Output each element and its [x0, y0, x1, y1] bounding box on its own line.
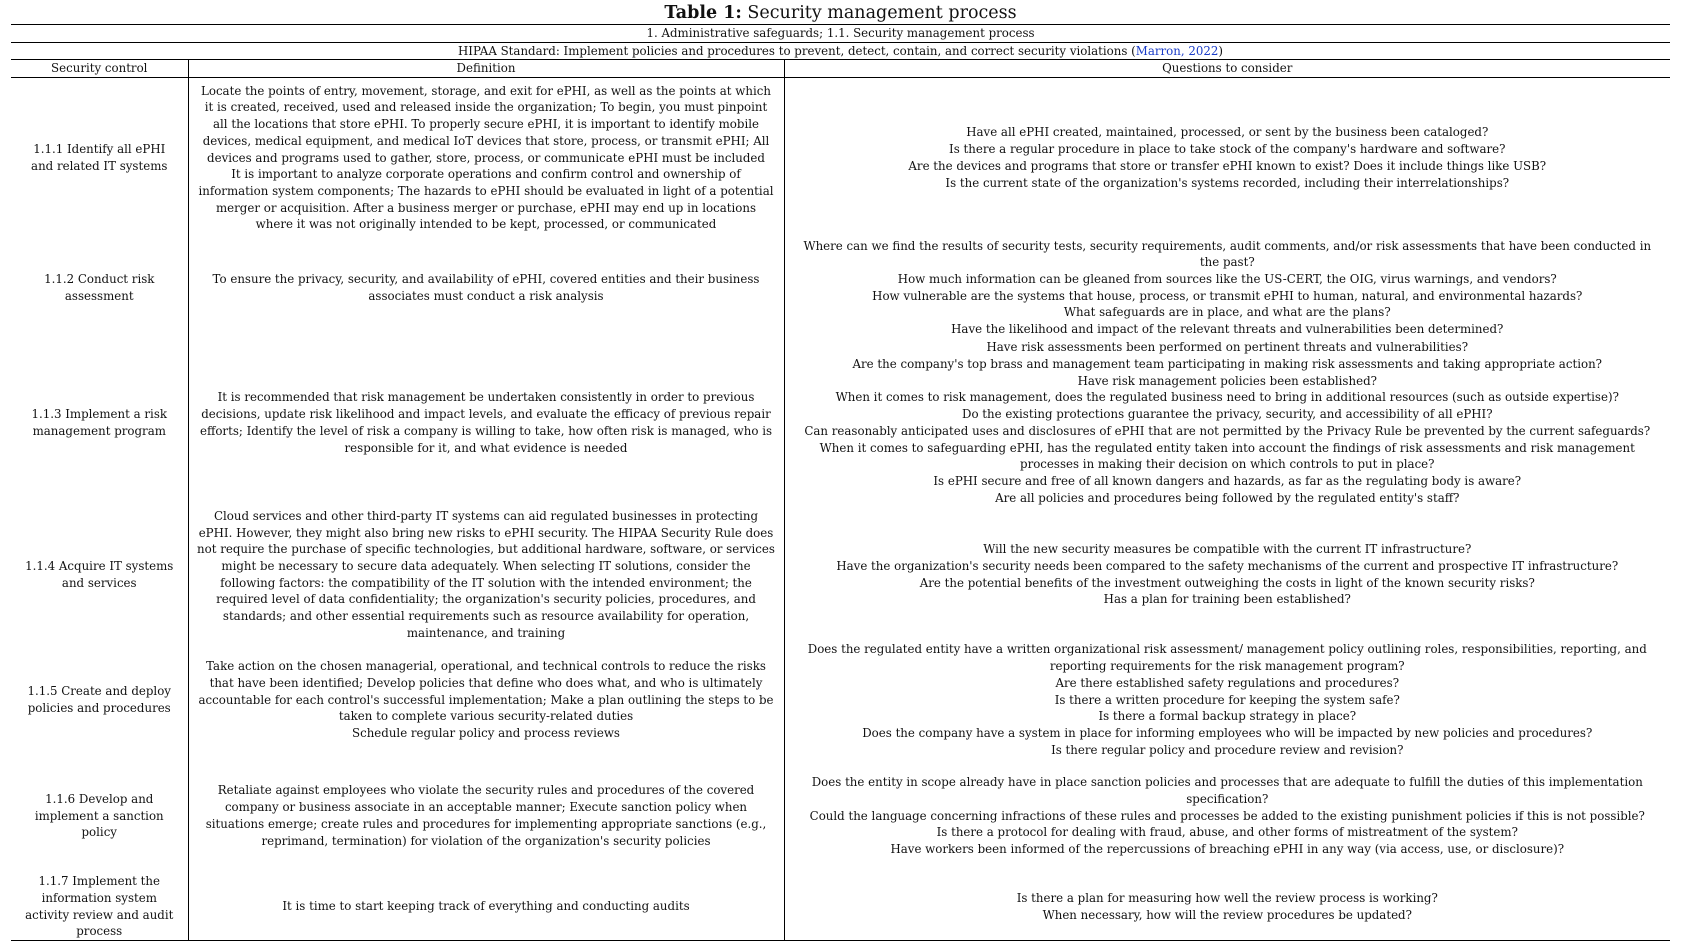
- question-item: Do the existing protections guarantee the privacy, security, and accessibility of all ePHI?: [962, 407, 1493, 422]
- security-control-cell: 1.1.4 Acquire IT systems and services: [11, 508, 188, 642]
- security-control-cell: 1.1.6 Develop and implement a sanction policy: [11, 758, 188, 873]
- definition-paragraph: Locate the points of entry, movement, storage, and exit for ePHI, as well as the points at which it is created, received, used and released inside the organization; To begin, you must pinpoint all the locations that store ePHI. To properly secure ePHI, it is important to identify mobile devices, medical equipment, and medical IoT devices that store, process, or transmit ePHI; All devices and programs used to gather, store, process, or communicate ePHI must be included: [201, 83, 771, 165]
- question-item: When it comes to risk management, does the regulated business need to bring in additional resources (such as outside expertise)?: [835, 390, 1619, 405]
- security-control-cell: 1.1.5 Create and deploy policies and procedures: [11, 641, 188, 758]
- definition-cell: [188, 641, 784, 758]
- question-item: Can reasonably anticipated uses and disclosures of ePHI that are not permitted by the Privacy Rule be prevented by the current safeguards?: [804, 423, 1651, 438]
- definition-paragraph: Schedule regular policy and process reviews: [352, 725, 620, 740]
- question-item: Does the entity in scope already have in place sanction policies and processes that are adequate to fulfill the duties of this implementation specification?: [811, 775, 1643, 806]
- question-item: Have the likelihood and impact of the relevant threats and vulnerabilities been determined?: [951, 322, 1504, 337]
- definition-cell: [188, 338, 784, 508]
- questions-cell: [784, 338, 1670, 508]
- question-item: How vulnerable are the systems that house, process, or transmit ePHI to human, natural, and environmental hazards?: [872, 288, 1583, 303]
- standard-row: [11, 42, 1670, 60]
- citation-link-marron-2022[interactable]: Marron, 2022: [1135, 43, 1219, 58]
- standard-cell: [11, 42, 1670, 60]
- question-item: Have the organization's security needs been compared to the safety mechanisms of the current and prospective IT infrastructure?: [836, 558, 1619, 573]
- question-item: What safeguards are in place, and what are the plans?: [1063, 305, 1391, 320]
- definition-cell: [188, 873, 784, 940]
- security-control-cell: 1.1.2 Conduct risk assessment: [11, 238, 188, 338]
- definition-paragraph: It is time to start keeping track of everything and conducting audits: [282, 899, 690, 914]
- security-control-cell: 1.1.3 Implement a risk management program: [11, 338, 188, 508]
- definition-cell: [188, 78, 784, 238]
- question-item: How much information can be gleaned from sources like the US-CERT, the OIG, virus warnings, and vendors?: [897, 272, 1557, 287]
- question-item: Does the regulated entity have a written organizational risk assessment/ management policy outlining roles, responsibilities, reporting, and reporting requirements for the risk management program?: [807, 642, 1647, 674]
- table-row: [11, 758, 1670, 873]
- definition-paragraph: It is recommended that risk management be undertaken consistently in order to previous decisions, update risk likelihood and impact levels, and evaluate the efficacy of previous repair efforts; Identify the level of risk a company is willing to take, how often risk is managed, who is responsible for it, and what evidence is needed: [199, 390, 773, 455]
- definition-paragraph: Cloud services and other third-party IT systems can aid regulated businesses in protecting ePHI. However, they might also bring new risks to ePHI security. The HIPAA Security Rule does not require the purchase of specific technologies, but additional hardware, software, or services might be necessary to secure data adequately. When selecting IT solutions, consider the following factors: the compatibility of the IT solution with the intended environment; the required level of data confidentiality; the organization's security policies, procedures, and standards; and other essential requirements such as resource availability for operation, maintenance, and training: [197, 508, 775, 640]
- question-item: Has a plan for training been established?: [1103, 592, 1351, 607]
- questions-cell: [784, 238, 1670, 338]
- column-header-definition: Definition: [188, 60, 784, 78]
- questions-cell: [784, 78, 1670, 238]
- definition-paragraph: Retaliate against employees who violate the security rules and procedures of the covered company or business associate in an acceptable manner; Execute sanction policy when situations emerge; create rules and procedures for implementing appropriate sanctions (e.g., reprimand, termination) for violation of the organization's security policies: [205, 783, 767, 848]
- definition-paragraph: Take action on the chosen managerial, operational, and technical controls to reduce the risks that have been identified; Develop policies that define who does what, and who is ultimately accountable for each control's successful implementation; Make a plan outlining the steps to be taken to complete various security-related duties: [198, 659, 774, 724]
- security-control-cell: 1.1.7 Implement the information system activity review and audit process: [11, 873, 188, 940]
- question-item: Could the language concerning infractions of these rules and processes be added to the existing punishment policies if this is not possible?: [809, 808, 1645, 823]
- question-item: Will the new security measures be compatible with the current IT infrastructure?: [983, 542, 1472, 557]
- definition-cell: [188, 758, 784, 873]
- caption-title: Security management process: [747, 3, 1017, 23]
- questions-cell: [784, 508, 1670, 642]
- question-item: Have risk assessments been performed on pertinent threats and vulnerabilities?: [986, 340, 1469, 355]
- table-row: [11, 873, 1670, 940]
- question-item: Are the devices and programs that store or transfer ePHI known to exist? Does it include things like USB?: [908, 158, 1547, 173]
- column-header-questions: Questions to consider: [784, 60, 1670, 78]
- table-row: [11, 508, 1670, 642]
- question-item: Is ePHI secure and free of all known dangers and hazards, as far as the regulating body is aware?: [933, 473, 1522, 488]
- question-item: Is there a formal backup strategy in place?: [1098, 709, 1357, 724]
- section-row: [11, 25, 1670, 43]
- question-item: Is there a regular procedure in place to take stock of the company's hardware and software?: [949, 142, 1506, 157]
- question-item: Are all policies and procedures being followed by the regulated entity's staff?: [995, 490, 1460, 505]
- definition-cell: [188, 508, 784, 642]
- question-item: When it comes to safeguarding ePHI, has the regulated entity taken into account the findings of risk assessments and risk management processes in making their decision on which controls to put in place?: [819, 440, 1635, 472]
- question-item: Have risk management policies been established?: [1077, 373, 1377, 388]
- question-item: Is there a protocol for dealing with fraud, abuse, and other forms of mistreatment of the system?: [936, 825, 1518, 840]
- section-cell: 1. Administrative safeguards; 1.1. Security management process: [11, 25, 1670, 43]
- definition-paragraph: To ensure the privacy, security, and availability of ePHI, covered entities and their business associates must conduct a risk analysis: [212, 272, 760, 303]
- question-item: Is the current state of the organization's systems recorded, including their interrelationships?: [945, 175, 1510, 190]
- caption-label: Table 1:: [664, 3, 742, 23]
- definition-paragraph: It is important to analyze corporate operations and confirm control and ownership of information system components; The hazards to ePHI should be evaluated in light of a potential merger or acquisition. After a business merger or purchase, ePHI may end up in locations where it was not originally intended to be kept, processed, or communicated: [198, 167, 774, 232]
- security-control-cell: 1.1.1 Identify all ePHI and related IT systems: [11, 78, 188, 238]
- question-item: Is there a written procedure for keeping the system safe?: [1054, 692, 1400, 707]
- standard-close: ): [1218, 43, 1224, 58]
- table-row: [11, 78, 1670, 238]
- question-item: Are there established safety regulations and procedures?: [1055, 675, 1400, 690]
- security-management-table: [11, 24, 1670, 941]
- question-item: Have workers been informed of the repercussions of breaching ePHI in any way (via access, use, or disclosure)?: [890, 841, 1565, 856]
- question-item: Is there regular policy and procedure review and revision?: [1051, 742, 1404, 757]
- question-item: Have all ePHI created, maintained, processed, or sent by the business been cataloged?: [966, 125, 1489, 140]
- question-item: Are the potential benefits of the investment outweighing the costs in light of the known security risks?: [919, 575, 1535, 590]
- standard-text: HIPAA Standard: Implement policies and procedures to prevent, detect, contain, and correct security violations (: [458, 43, 1136, 58]
- definition-cell: [188, 238, 784, 338]
- question-item: When necessary, how will the review procedures be updated?: [1042, 907, 1412, 922]
- questions-cell: [784, 641, 1670, 758]
- column-header-security-control: Security control: [11, 60, 188, 78]
- question-item: Is there a plan for measuring how well the review process is working?: [1016, 891, 1438, 906]
- questions-cell: [784, 873, 1670, 940]
- column-header-row: [11, 60, 1670, 78]
- question-item: Where can we find the results of security tests, security requirements, audit comments, and/or risk assessments that have been conducted in the past?: [803, 238, 1652, 270]
- table-wrapper: [11, 2, 1670, 941]
- table-row: [11, 338, 1670, 508]
- table-caption: [11, 2, 1670, 24]
- table-row: [11, 238, 1670, 338]
- question-item: Are the company's top brass and management team participating in making risk assessments and taking appropriate action?: [852, 357, 1602, 372]
- table-row: [11, 641, 1670, 758]
- question-item: Does the company have a system in place for informing employees who will be impacted by new policies and procedures?: [862, 725, 1593, 740]
- questions-cell: [784, 758, 1670, 873]
